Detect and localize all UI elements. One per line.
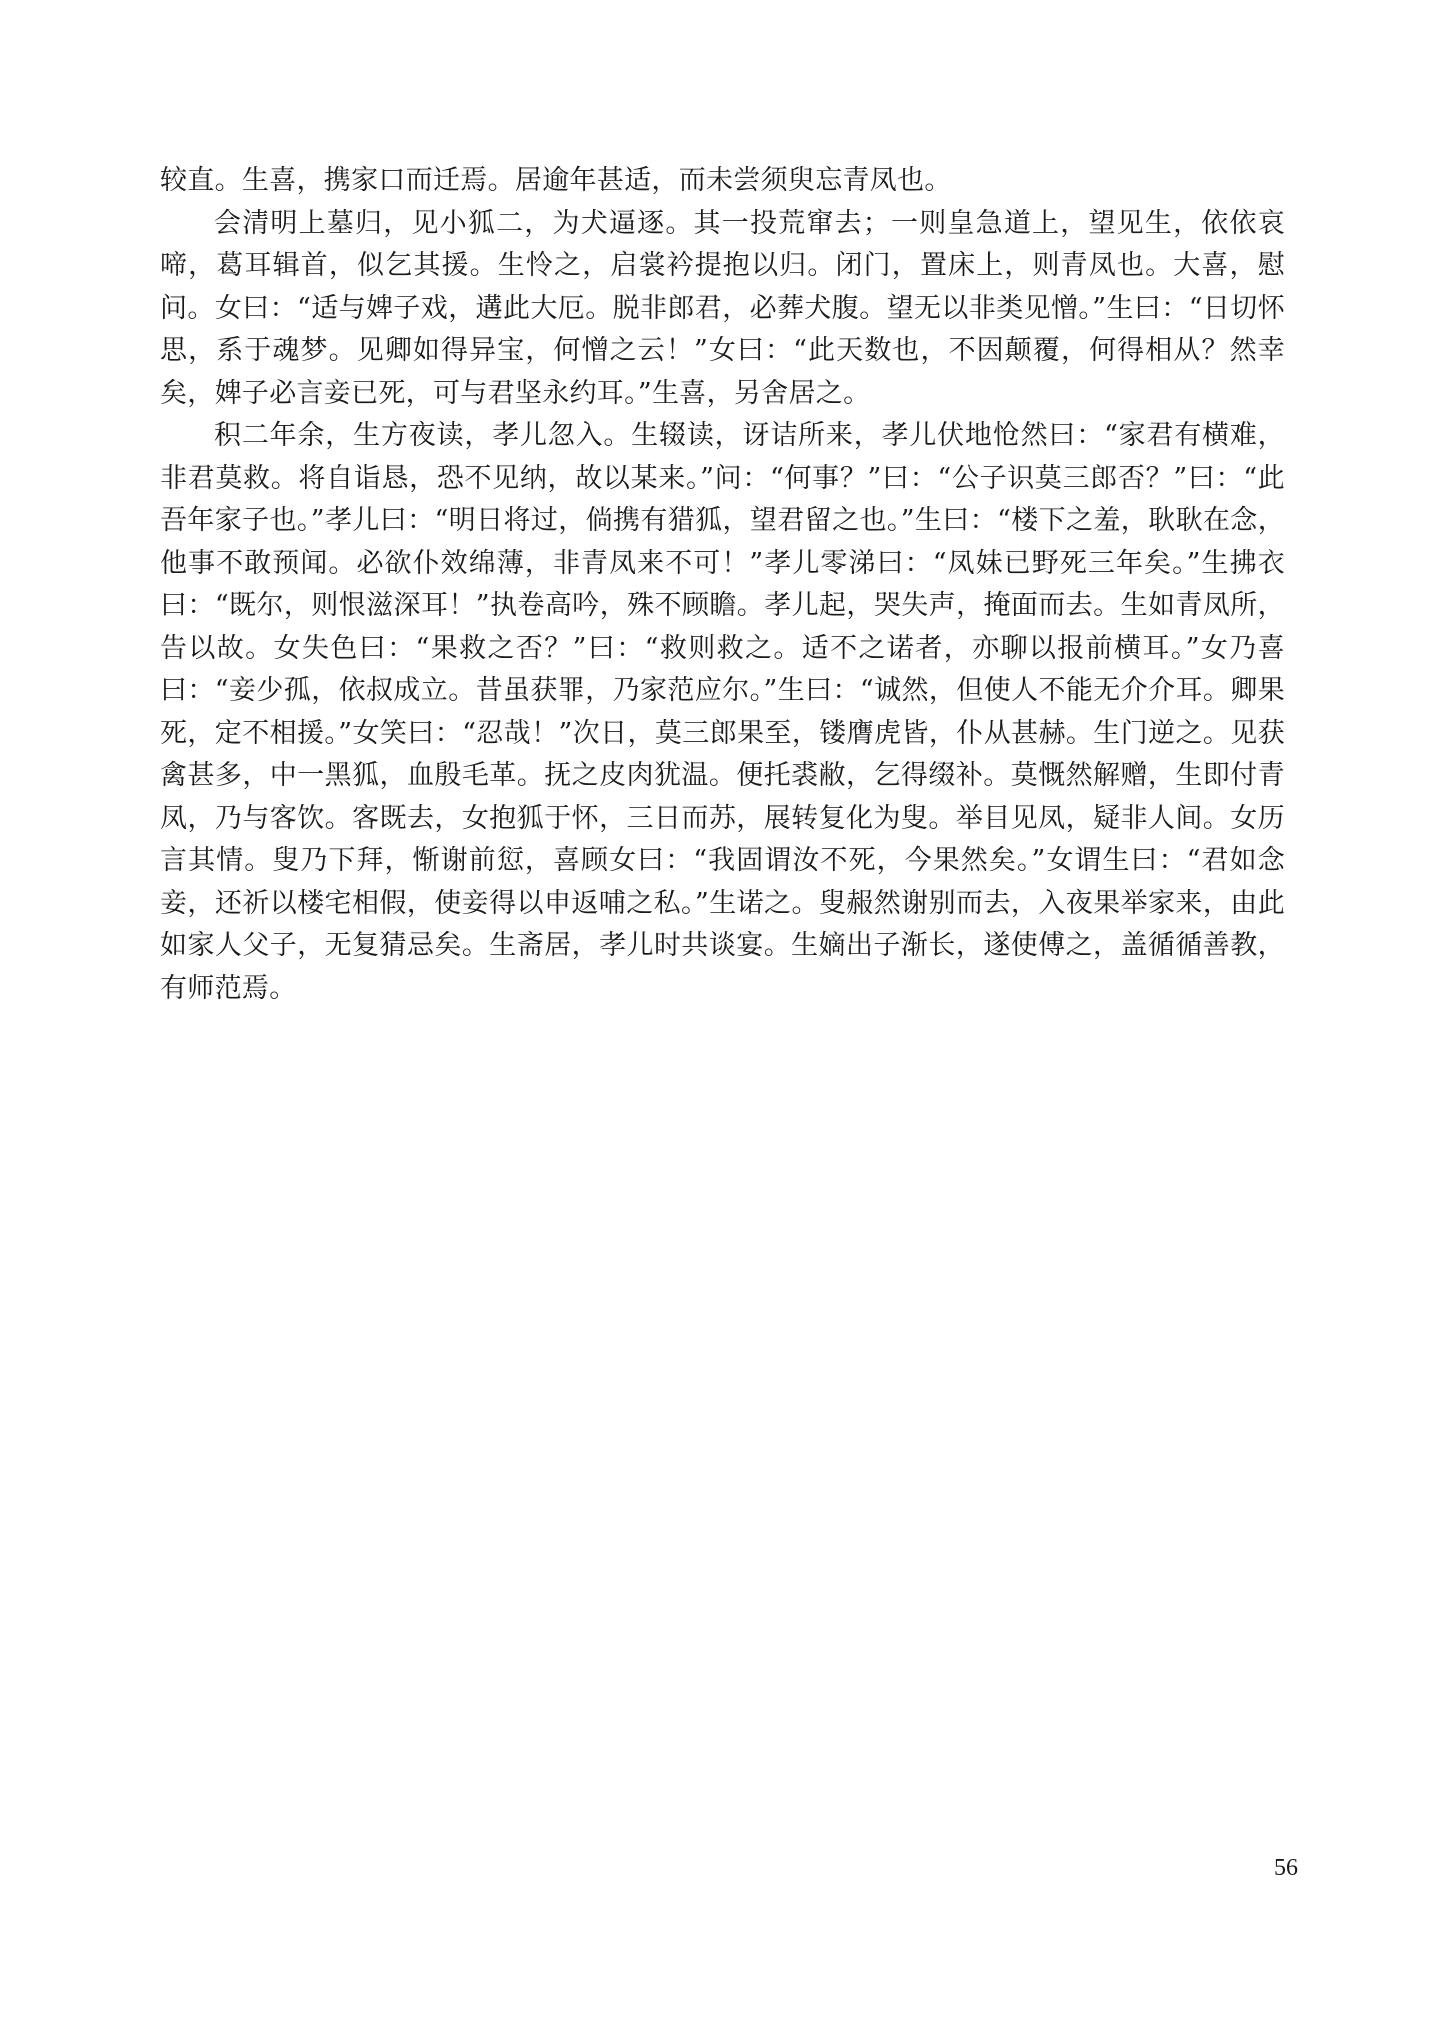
paragraph-3: 积二年余，生方夜读，孝儿忽入。生辍读，讶诘所来，孝儿伏地怆然曰：“家君有横难，非君莫救。将自诣恳，恐不见纳，故以某来。”问：“何事？”曰：“公子识莫三郎否？”曰：“此吾年家子也。”孝儿曰：“明日将过，倘携有猎狐，望君留之也。”生曰：“楼下之羞，耿耿在念，他事不敢预闻。必欲仆效绵薄，非青凤来不可！”孝儿零涕曰：“凤妹已野死三年矣。”生拂衣曰：“既尔，则恨滋深耳！”执卷高吟，殊不顾瞻。孝儿起，哭失声，掩面而去。生如青凤所，告以故。女失色曰：“果救之否？”曰：“救则救之。适不之诺者，亦聊以报前横耳。”女乃喜曰：“妾少孤，依叔成立。昔虽获罪，乃家范应尔。”生曰：“诚然，但使人不能无介介耳。卿果死，定不相援。”女笑曰：“忍哉！”次日，莫三郎果至，镂膺虎皆，仆从甚赫。生门逆之。见获禽甚多，中一黑狐，血殷毛革。抚之皮肉犹温。便托裘敝，乞得缀补。莫慨然解赠，生即付青凤，乃与客饮。客既去，女抱狐于怀，三日而苏，展转复化为叟。举目见凤，疑非人间。女历言其情。叟乃下拜，惭谢前愆，喜顾女曰：“我固谓汝不死，今果然矣。”女谓生曰：“君如念妾，还祈以楼宅相假，使妾得以申返哺之私。”生诺之。叟赧然谢别而去，入夜果举家来，由此如家人父子，无复猜忌矣。生斋居，孝儿时共谈宴。生嫡出子渐长，遂使傅之，盖循循善教，有师范焉。 [160, 420, 1285, 1004]
page-number: 56 [1274, 1855, 1298, 1881]
paragraph-1: 较直。生喜，携家口而迁焉。居逾年甚适，而未尝须臾忘青凤也。 [160, 165, 952, 196]
paragraph-2: 会清明上墓归，见小狐二，为犬逼逐。其一投荒窜去；一则皇急道上，望见生，依依哀啼，葛耳辑首，似乞其援。生怜之，启裳衿提抱以归。闭门，置床上，则青凤也。大喜，慰问。女曰：“适与婢子戏，遘此大厄。脱非郎君，必葬犬腹。望无以非类见憎。”生曰：“日切怀思，系于魂梦。见卿如得异宝，何憎之云！”女曰：“此天数也，不因颠覆，何得相从？然幸矣，婢子必言妾已死，可与君坚永约耳。”生喜，另舍居之。 [160, 207, 1285, 409]
body-text [160, 160, 1285, 1010]
